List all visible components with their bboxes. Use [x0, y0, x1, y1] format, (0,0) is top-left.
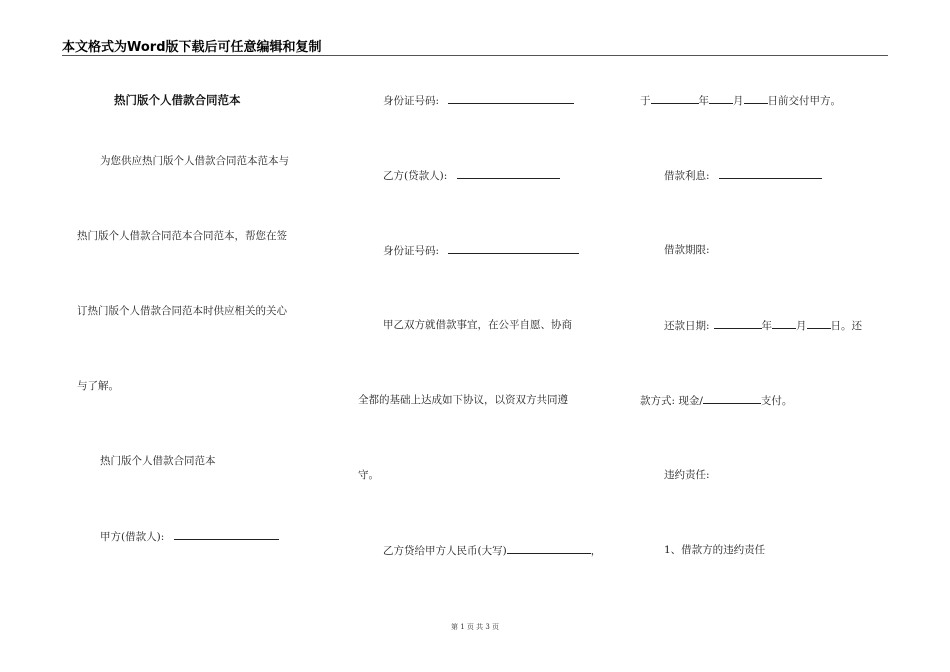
delivery-year-blank — [651, 93, 699, 104]
intro-line-2: 热门版个人借款合同范本合同范本，帮您在签 — [77, 230, 287, 242]
borrower-label: 甲方(借款人): — [100, 531, 165, 543]
liability-label: 违约责任: — [664, 469, 710, 481]
payment-method-field — [640, 393, 792, 408]
repay-suffix: 日。还 — [830, 320, 863, 332]
repay-date-field — [664, 318, 862, 333]
term-label: 借款期限: — [664, 244, 710, 256]
lender-id-label: 身份证号码: — [383, 245, 440, 257]
borrower-blank — [174, 529, 279, 540]
delivery-year-label: 年 — [698, 95, 709, 107]
loan-amount-label: 乙方贷给甲方人民币(大写) — [383, 545, 507, 557]
borrower-id-blank — [448, 93, 574, 104]
section-heading: 热门版个人借款合同范本 — [100, 455, 216, 467]
payment-method-blank — [703, 393, 761, 404]
intro-line-1: 为您供应热门版个人借款合同范本范本与 — [100, 155, 289, 167]
loan-amount-comma: ， — [590, 545, 602, 557]
delivery-date-field — [640, 93, 841, 108]
intro-line-3: 订热门版个人借款合同范本时供应相关的关心 — [77, 305, 287, 317]
delivery-month-blank — [709, 93, 733, 104]
repay-year-label: 年 — [761, 320, 773, 332]
contract-title: 热门版个人借款合同范本 — [114, 93, 241, 107]
agreement-line-1: 甲乙双方就借款事宜，在公平自愿、协商 — [383, 319, 572, 331]
repay-prefix: 还款日期: — [664, 320, 710, 332]
interest-label: 借款利息: — [664, 170, 710, 182]
delivery-month-label: 月 — [733, 95, 744, 107]
payment-method-suffix: 支付。 — [760, 395, 793, 407]
interest-blank — [719, 168, 822, 179]
lender-blank — [457, 168, 560, 179]
lender-field — [383, 168, 560, 183]
liability-item-1: 1、借款方的违约责任 — [664, 544, 766, 556]
delivery-suffix: 日前交付甲方。 — [767, 95, 841, 107]
agreement-line-3: 守。 — [358, 469, 379, 481]
header-divider — [62, 55, 888, 56]
repay-day-blank — [807, 318, 831, 329]
loan-amount-blank — [507, 543, 591, 554]
borrower-id-field — [383, 93, 574, 108]
lender-id-blank — [448, 243, 579, 254]
repay-month-blank — [772, 318, 796, 329]
loan-amount-field — [383, 543, 601, 558]
intro-line-4: 与了解。 — [77, 380, 119, 392]
page-number: 第 1 页 共 3 页 — [450, 623, 500, 631]
document-header-title: 本文格式为Word版下载后可任意编辑和复制 — [62, 40, 322, 55]
delivery-day-blank — [744, 93, 768, 104]
agreement-line-2: 全都的基础上达成如下协议，以资双方共同遵 — [358, 394, 568, 406]
delivery-prefix: 于 — [640, 95, 651, 107]
repay-month-label: 月 — [796, 320, 807, 332]
lender-label: 乙方(贷款人): — [383, 170, 448, 182]
lender-id-field — [383, 243, 579, 258]
borrower-id-label: 身份证号码: — [383, 95, 440, 107]
repay-year-blank — [714, 318, 762, 329]
payment-method-prefix: 款方式: 现金/ — [640, 395, 703, 407]
interest-field — [664, 168, 822, 183]
borrower-field — [100, 529, 279, 544]
